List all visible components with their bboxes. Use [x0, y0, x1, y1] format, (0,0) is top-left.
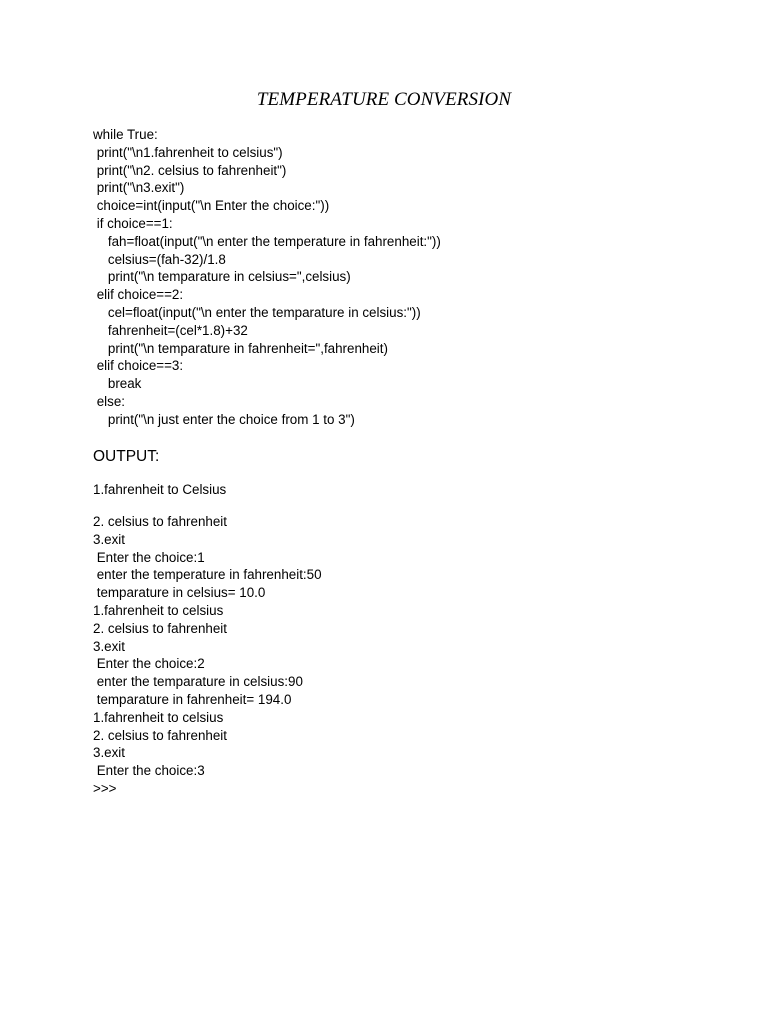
- code-line: break: [93, 376, 142, 392]
- output-heading: OUTPUT:: [93, 448, 160, 465]
- output-line: 1.fahrenheit to celsius: [93, 709, 224, 725]
- output-line: Enter the choice:2: [93, 656, 205, 672]
- code-line: else:: [93, 393, 126, 409]
- document-title: TEMPERATURE CONVERSION: [256, 89, 512, 110]
- code-line: print("\n2. celsius to fahrenheit"): [93, 162, 287, 178]
- code-line: print("\n3.exit"): [93, 180, 185, 196]
- code-line: print("\n1.fahrenheit to celsius"): [93, 144, 283, 160]
- output-line: 2. celsius to fahrenheit: [93, 727, 227, 743]
- output-line: enter the temparature in celsius:90: [93, 674, 303, 690]
- code-line: cel=float(input("\n enter the temparature in celsius:")): [93, 304, 421, 320]
- output-line: temparature in celsius= 10.0: [93, 585, 266, 601]
- output-line: Enter the choice:1: [93, 549, 205, 565]
- code-line: if choice==1:: [93, 215, 173, 231]
- code-line: elif choice==3:: [93, 358, 184, 374]
- code-line: fahrenheit=(cel*1.8)+32: [93, 322, 248, 338]
- code-line: print("\n temparature in celsius=",celsius): [93, 269, 351, 285]
- code-listing: [93, 126, 713, 429]
- code-line: choice=int(input("\n Enter the choice:")): [93, 198, 330, 214]
- output-line: 2. celsius to fahrenheit: [93, 620, 227, 636]
- output-line: 3.exit: [93, 638, 126, 654]
- output-line: 1.fahrenheit to celsius: [93, 602, 224, 618]
- code-line: elif choice==2:: [93, 287, 184, 303]
- output-line: 1.fahrenheit to Celsius: [93, 482, 227, 497]
- output-listing: [93, 513, 713, 798]
- output-line: 2. celsius to fahrenheit: [93, 514, 227, 529]
- output-line: enter the temperature in fahrenheit:50: [93, 567, 322, 583]
- output-line: 3.exit: [93, 531, 126, 547]
- code-line: print("\n temparature in fahrenheit=",fahrenheit): [93, 340, 388, 356]
- output-line: >>>: [93, 780, 117, 796]
- code-line: celsius=(fah-32)/1.8: [93, 251, 226, 267]
- code-line: while True:: [93, 127, 158, 142]
- output-line: temparature in fahrenheit= 194.0: [93, 691, 292, 707]
- code-line: print("\n just enter the choice from 1 to 3"): [93, 411, 355, 427]
- output-line: Enter the choice:3: [93, 763, 205, 779]
- code-line: fah=float(input("\n enter the temperature in fahrenheit:")): [93, 233, 441, 249]
- output-line: 3.exit: [93, 745, 126, 761]
